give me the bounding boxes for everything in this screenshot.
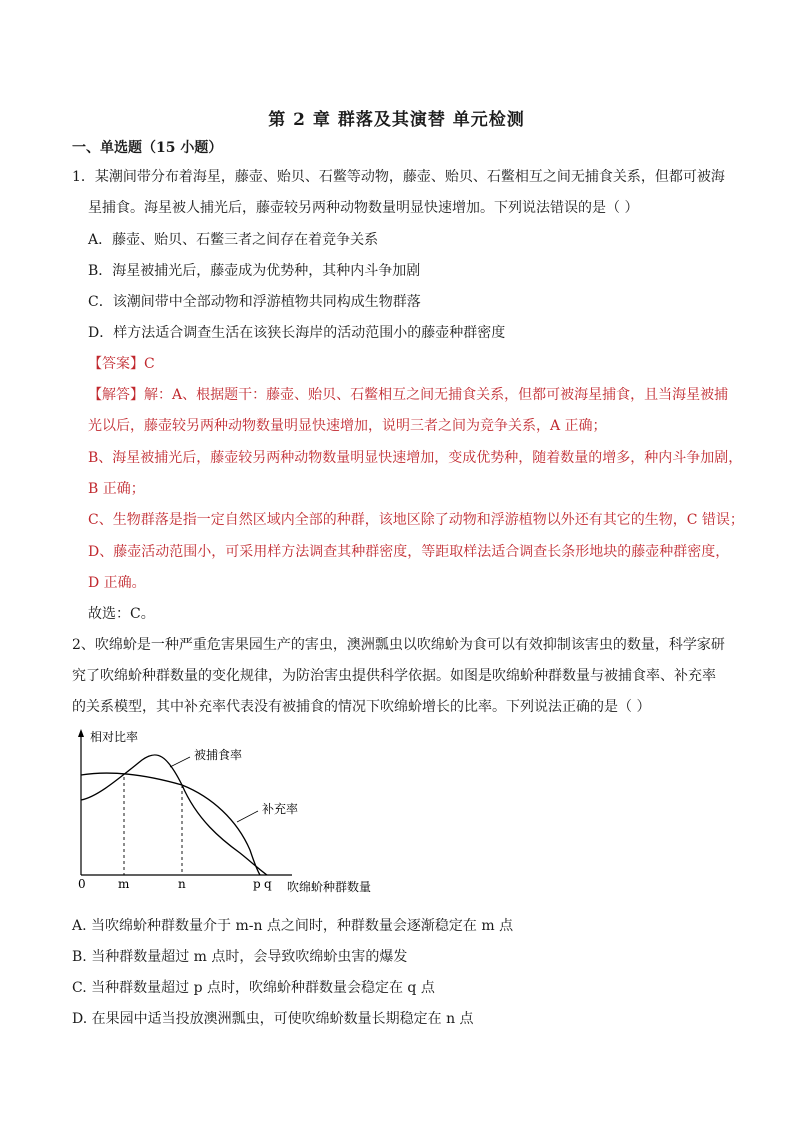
tick-m: m (118, 877, 130, 891)
analysis-label: 【解答】 (88, 387, 144, 403)
tick-p: p (253, 877, 261, 891)
predation-rate-label: 被捕食率 (194, 748, 243, 762)
q1-stem-line1: 1．某潮间带分布着海星，藤壶、贻贝、石鳖等动物，藤壶、贻贝、石鳖相互之间无捕食关系，但都可被海 (72, 169, 725, 185)
page-title: 第 2 章 群落及其演替 单元检测 (268, 110, 525, 130)
supplement-label-leader (237, 811, 258, 822)
q1-analysis-line4: B 正确； (88, 481, 145, 497)
answer-label: 【答案】 (88, 356, 144, 372)
q1-stem-line2: 星捕食。海星被人捕光后，藤壶较另两种动物数量明显快速增加。下列说法错误的是（ ） (88, 200, 639, 216)
predation-label-leader (170, 757, 190, 767)
tick-q: q (264, 877, 272, 891)
q1-analysis-line5: C、生物群落是指一定自然区域内全部的种群，该地区除了动物和浮游植物以外还有其它的生物，C 错误； (88, 512, 744, 528)
q2-option-b: B. 当种群数量超过 m 点时，会导致吹绵蚧虫害的爆发 (72, 949, 408, 965)
q1-analysis-line3: B、海星被捕光后，藤壶较另两种动物数量明显快速增加，变成优势种，随着数量的增多，种内斗争加剧， (88, 450, 743, 466)
q1-option-a: A．藤壶、贻贝、石鳖三者之间存在着竞争关系 (88, 232, 379, 248)
q2-stem-line1: 2、吹绵蚧是一种严重危害果园生产的害虫，澳洲瓢虫以吹绵蚧为食可以有效抑制该害虫的数量，科学家研 (72, 637, 725, 653)
q2-stem-line3: 的关系模型，其中补充率代表没有被捕食的情况下吹绵蚧增长的比率。下列说法正确的是（ ） (72, 699, 651, 715)
answer-value: C (144, 356, 155, 372)
supplement-rate-label: 补充率 (262, 802, 299, 816)
q1-option-d: D．样方法适合调查生活在该狭长海岸的活动范围小的藤壶种群密度 (88, 325, 506, 341)
q1-option-c: C．该潮间带中全部动物和浮游植物共同构成生物群落 (88, 294, 421, 310)
tick-n: n (178, 877, 186, 891)
q1-analysis-line7: D 正确。 (88, 575, 146, 591)
origin-label: 0 (78, 877, 86, 891)
q1-analysis-line6: D、藤壶活动范围小，可采用样方法调查其种群密度，等距取样法适合调查长条形地块的藤壶种群密度， (88, 544, 730, 560)
y-axis-arrow (78, 729, 84, 737)
q1-analysis-line2: 光以后，藤壶较另两种动物数量明显快速增加，说明三者之间为竞争关系，A 正确； (88, 418, 607, 434)
q2-stem-line2: 究了吹绵蚧种群数量的变化规律，为防治害虫提供科学依据。如图是吹绵蚧种群数量与被捕食率、补充率 (72, 668, 716, 684)
q1-conclusion: 故选：C。 (88, 606, 155, 622)
section-heading: 一、单选题（15 小题） (72, 140, 223, 156)
supplement-rate-curve (81, 773, 260, 875)
q2-option-d: D. 在果园中适当投放澳洲瓢虫，可使吹绵蚧数量长期稳定在 n 点 (72, 1011, 474, 1027)
y-axis-label: 相对比率 (90, 730, 139, 744)
q1-answer (88, 353, 155, 373)
q2-option-a: A. 当吹绵蚧种群数量介于 m-n 点之间时，种群数量会逐渐稳定在 m 点 (72, 918, 514, 934)
q2-option-c: C. 当种群数量超过 p 点时，吹绵蚧种群数量会稳定在 q 点 (72, 980, 435, 996)
q1-analysis-line1: 【解答】解：A、根据题干：藤壶、贻贝、石鳖相互之间无捕食关系，但都可被海星捕食，且当海星被捕 (88, 387, 729, 403)
relative-rate-figure (72, 725, 392, 900)
x-axis-label: 吹绵蚧种群数量 (287, 880, 372, 894)
q1-option-b: B．海星被捕光后，藤壶成为优势种，其种内斗争加剧 (88, 263, 421, 279)
